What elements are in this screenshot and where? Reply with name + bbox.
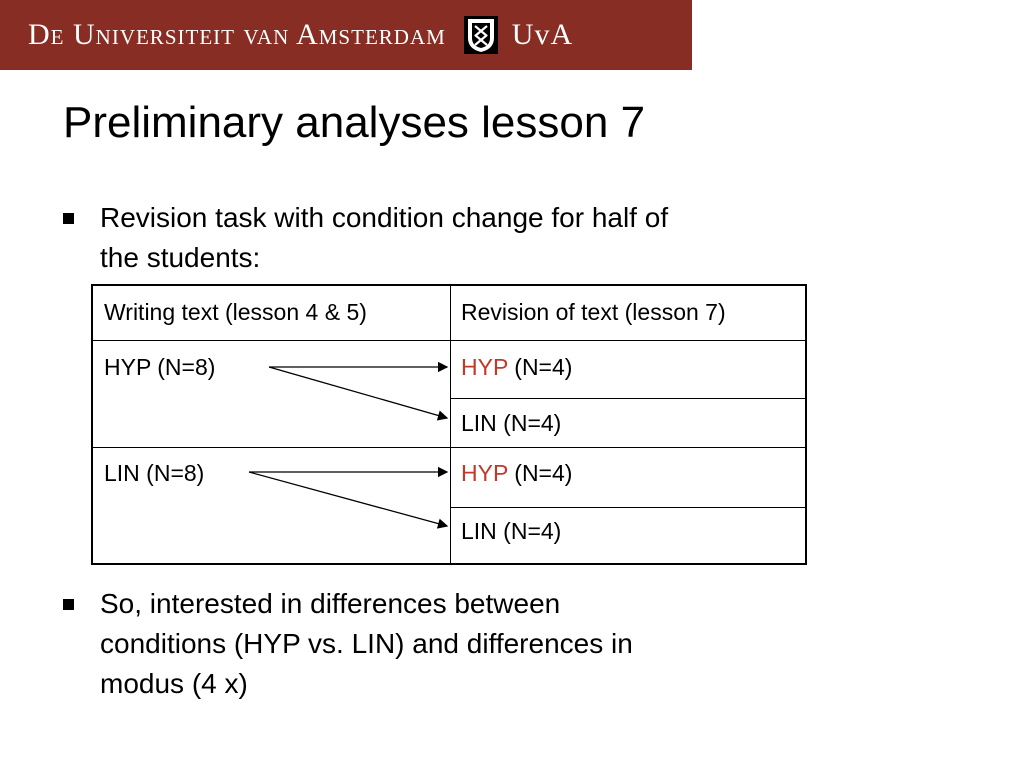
cell-hyp-n8: HYP (N=8) bbox=[104, 354, 216, 380]
hyp-highlight: HYP bbox=[461, 354, 508, 380]
university-banner bbox=[0, 0, 692, 70]
arrow-lin-to-lin bbox=[249, 472, 447, 526]
cell-count: LIN (N=4) bbox=[461, 410, 562, 436]
cell-count: (N=4) bbox=[507, 354, 573, 380]
university-name: De Universiteit van Amsterdam bbox=[28, 18, 446, 51]
header-revision-text: Revision of text (lesson 7) bbox=[461, 299, 726, 325]
condition-arrows bbox=[93, 286, 805, 563]
bullet-text bbox=[100, 584, 633, 704]
bullet-line: modus (4 x) bbox=[100, 668, 248, 699]
condition-table bbox=[91, 284, 807, 565]
bullet-line: Revision task with condition change for half of bbox=[100, 202, 669, 233]
university-abbreviation: UvA bbox=[511, 18, 574, 51]
cell-count: LIN (N=4) bbox=[461, 518, 562, 544]
header-writing-text: Writing text (lesson 4 & 5) bbox=[104, 299, 367, 325]
bullet-line: the students: bbox=[100, 242, 261, 273]
bullet-square-icon bbox=[63, 599, 74, 610]
bullet-line: So, interested in differences between bbox=[100, 588, 561, 619]
arrow-hyp-to-lin bbox=[269, 367, 447, 418]
hyp-highlight: HYP bbox=[461, 460, 508, 486]
cell-count: (N=4) bbox=[507, 460, 573, 486]
slide-title: Preliminary analyses lesson 7 bbox=[63, 98, 646, 147]
cell-lin-n8: LIN (N=8) bbox=[104, 460, 205, 486]
bullet-line: conditions (HYP vs. LIN) and differences in bbox=[100, 628, 633, 659]
bullet-square-icon bbox=[63, 213, 74, 224]
university-seal-icon bbox=[464, 16, 498, 54]
bullet-text bbox=[100, 198, 668, 278]
